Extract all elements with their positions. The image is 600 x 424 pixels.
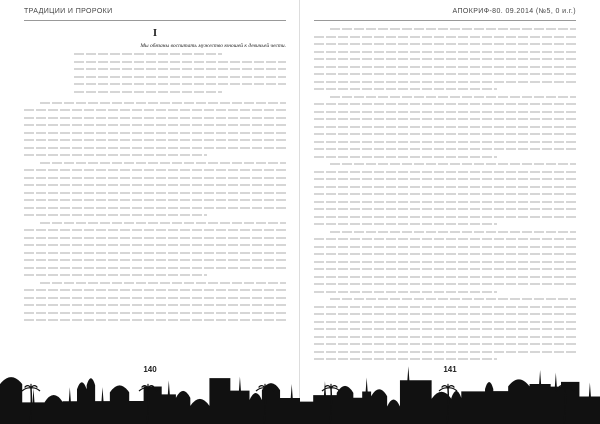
placeholder-text-line [314,168,576,175]
placeholder-text-line [314,40,576,47]
left-placeholder-lines [24,99,286,324]
placeholder-text-line [314,273,576,280]
placeholder-text-line [314,258,576,265]
placeholder-text-line [24,301,286,308]
section-marker: I [152,27,158,39]
placeholder-text-line [24,181,286,188]
placeholder-text-line [314,70,576,77]
placeholder-text-line [314,303,576,310]
placeholder-text-line [314,235,576,242]
right-placeholder-lines [314,25,576,362]
placeholder-text-line [330,295,576,302]
skyline-silhouette [0,377,300,424]
right-body-text [314,25,576,362]
left-page-number: 140 [143,365,157,374]
left-running-head: ТРАДИЦИИ И ПРОРОКИ [24,8,286,21]
placeholder-text-line [314,85,497,92]
placeholder-text-line [24,316,286,323]
placeholder-text-line [314,205,576,212]
placeholder-text-line [314,33,576,40]
placeholder-text-line [40,159,286,166]
placeholder-text-line [24,241,286,248]
skyline-silhouette [300,366,600,424]
placeholder-text-line [314,183,576,190]
palm-frond [331,388,340,391]
epigraph-placeholder-line [74,50,222,57]
left-body-text [24,99,286,324]
placeholder-text-line [314,190,576,197]
placeholder-text-line [314,130,576,137]
epigraph-placeholder-line [74,88,222,95]
placeholder-text-line [24,114,286,121]
placeholder-text-line [24,106,286,113]
placeholder-text-line [314,78,576,85]
placeholder-text-line [314,55,576,62]
placeholder-text-line [24,151,207,158]
placeholder-text-line [314,355,497,362]
placeholder-text-line [314,280,576,287]
epigraph-placeholder-line [74,58,286,65]
placeholder-text-line [314,243,576,250]
placeholder-text-line [314,348,576,355]
palm-frond [322,388,331,391]
palm-frond [22,388,31,391]
placeholder-text-line [330,228,576,235]
placeholder-text-line [24,174,286,181]
right-page [300,0,600,424]
placeholder-text-line [24,286,286,293]
placeholder-text-line [330,25,576,32]
placeholder-text-line [24,196,286,203]
right-running-head: АПОКРИФ-80. 09.2014 (№5, 0 и.г.) [314,8,576,21]
palm-frond [31,388,40,391]
placeholder-text-line [330,160,576,167]
palm-frond [439,388,448,391]
placeholder-text-line [314,108,576,115]
placeholder-text-line [314,48,576,55]
placeholder-text-line [24,211,207,218]
placeholder-text-line [24,226,286,233]
placeholder-text-line [314,175,576,182]
placeholder-text-line [24,309,286,316]
placeholder-text-line [24,271,207,278]
placeholder-text-line [24,166,286,173]
page-gutter [299,0,300,424]
placeholder-text-line [24,129,286,136]
placeholder-text-line [24,189,286,196]
placeholder-text-line [40,279,286,286]
placeholder-text-line [314,325,576,332]
placeholder-text-line [314,153,497,160]
placeholder-text-line [314,288,497,295]
placeholder-text-line [314,115,576,122]
placeholder-text-line [24,204,286,211]
placeholder-text-line [314,333,576,340]
placeholder-text-line [24,234,286,241]
placeholder-text-line [314,310,576,317]
placeholder-text-line [40,219,286,226]
placeholder-text-line [40,99,286,106]
placeholder-text-line [24,264,286,271]
placeholder-text-line [314,318,576,325]
epigraph-first-line: Мы обязаны воспитать мужество юношей к девичьей чести. [140,43,286,49]
placeholder-text-line [314,198,576,205]
placeholder-text-line [24,256,286,263]
placeholder-text-line [314,220,497,227]
placeholder-text-line [24,249,286,256]
placeholder-text-line [24,121,286,128]
placeholder-text-line [330,93,576,100]
right-page-number: 141 [443,365,457,374]
epigraph-placeholder-line [74,80,286,87]
placeholder-text-line [314,213,576,220]
placeholder-text-line [314,138,576,145]
placeholder-text-line [314,63,576,70]
placeholder-text-line [314,250,576,257]
placeholder-text-line [314,145,576,152]
placeholder-text-line [24,294,286,301]
placeholder-text-line [24,144,286,151]
placeholder-text-line [314,123,576,130]
epigraph-placeholder-line [74,65,286,72]
placeholder-text-line [314,100,576,107]
epigraph [74,43,286,95]
placeholder-text-line [24,136,286,143]
epigraph-placeholder-line [74,73,286,80]
placeholder-text-line [314,340,576,347]
palm-frond [448,388,457,391]
placeholder-text-line [314,265,576,272]
